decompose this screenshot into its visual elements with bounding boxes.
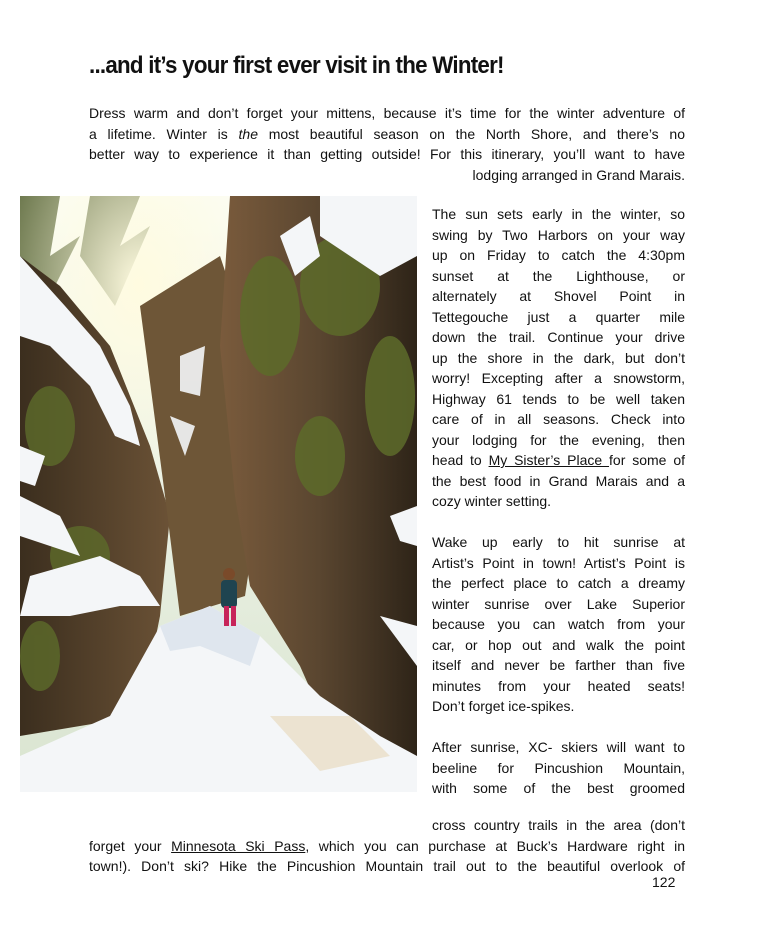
text-line: cross country trails in the area (don’t	[432, 817, 685, 833]
bottom-paragraph	[89, 815, 685, 877]
text-line: the best food in Grand Marais and a	[432, 472, 685, 489]
text-line: up the shore in the dark, but don’t	[432, 349, 685, 366]
text-line: the perfect place to catch a dreamy	[432, 575, 685, 591]
text-line: your lodging for the evening, then	[432, 431, 685, 448]
canyon-illustration	[20, 196, 417, 792]
text-line: lodging arranged in Grand Marais.	[472, 166, 685, 183]
page-title: ...and it’s your first ever visit in the Winter!	[89, 52, 504, 79]
text-line: better way to experience it than getting outside! For this itinerary, you’ll want to have	[89, 146, 685, 162]
my-sisters-place-link[interactable]: My Sister’s Place	[488, 452, 610, 468]
text-line: swing by Two Harbors on your way	[432, 226, 685, 243]
text-fragment: for some of	[609, 452, 685, 468]
text-fragment: most beautiful season on the North Shore, and there’s no	[258, 125, 685, 142]
text-line: Don’t forget ice-spikes.	[432, 698, 575, 714]
text-line: with some of the best groomed	[432, 780, 685, 796]
winter-canyon-photo	[20, 196, 417, 792]
text-line: minutes from your heated seats!	[432, 677, 685, 694]
right-column-text	[432, 204, 685, 799]
text-line: care of in all seasons. Check into	[432, 411, 685, 427]
text-line: The sun sets early in the winter, so	[432, 206, 685, 222]
text-line: Artist’s Point in town! Artist’s Point is	[432, 554, 685, 571]
text-line: After sunrise, XC- skiers will want to	[432, 739, 685, 755]
text-line: worry! Excepting after a snowstorm,	[432, 370, 685, 386]
text-line: cozy winter setting.	[432, 493, 552, 509]
text-line	[89, 124, 685, 145]
text-line: down the trail. Continue your drive	[432, 329, 685, 345]
emphasis-text: the	[238, 125, 258, 142]
text-fragment: forget your	[89, 837, 172, 854]
text-line: Tettegouche just a quarter mile	[432, 308, 685, 325]
text-line: beeline for Pincushion Mountain,	[432, 759, 685, 776]
text-fragment: , which you can purchase at Buck’s Hardware right in	[305, 837, 685, 854]
text-line: winter sunrise over Lake Superior	[432, 595, 685, 612]
text-line: Highway 61 tends to be well taken	[432, 390, 685, 407]
text-line: itself and never be farther than five	[432, 657, 685, 673]
page-number: 122	[652, 874, 676, 890]
text-line: Wake up early to hit sunrise at	[432, 534, 685, 550]
text-line	[89, 836, 685, 857]
text-line	[432, 450, 685, 471]
text-line: alternately at Shovel Point in	[432, 288, 685, 304]
text-line: car, or hop out and walk the point	[432, 636, 685, 653]
text-fragment: a lifetime. Winter is	[89, 125, 239, 142]
intro-paragraph	[89, 103, 685, 185]
text-line: up on Friday to catch the 4:30pm	[432, 247, 685, 263]
text-fragment: head to	[432, 452, 489, 468]
text-line: because you can watch from your	[432, 616, 685, 632]
minnesota-ski-pass-link[interactable]: Minnesota Ski Pass	[171, 837, 306, 854]
text-line: town!). Don’t ski? Hike the Pincushion Mountain trail out to the beautiful overlook of	[89, 858, 685, 874]
text-line: sunset at the Lighthouse, or	[432, 267, 685, 284]
text-line: Dress warm and don’t forget your mittens, because it’s time for the winter adventure of	[89, 105, 685, 121]
